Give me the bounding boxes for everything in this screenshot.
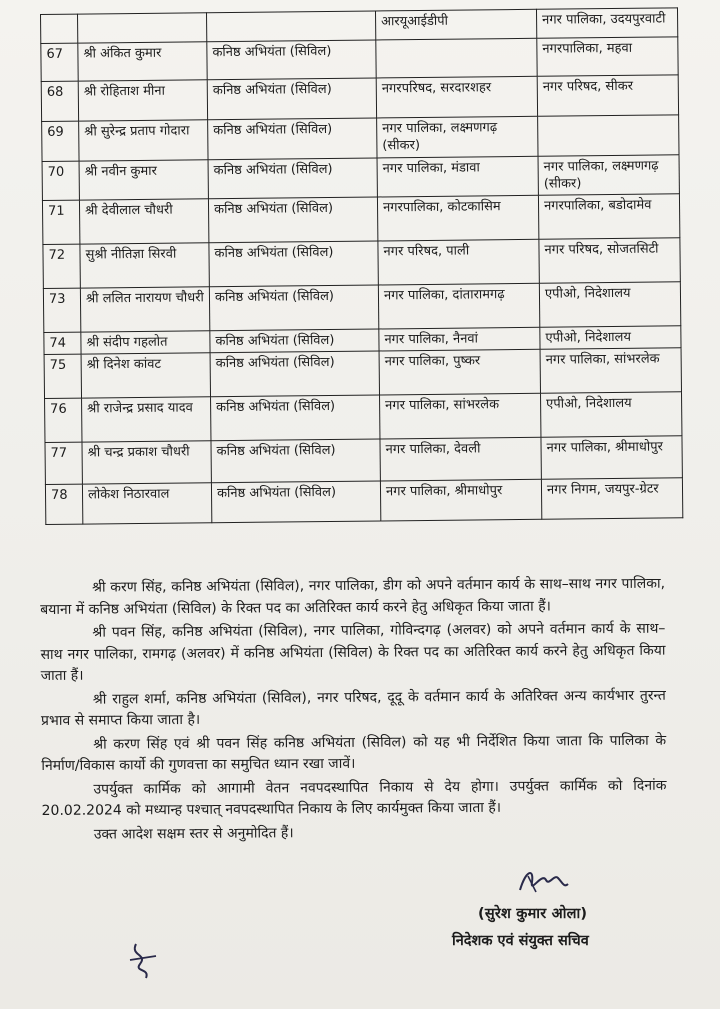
cell-no: 68: [41, 81, 78, 121]
cell-from: नगर पालिका, सांभरलेक: [380, 393, 541, 439]
cell-no: 77: [45, 442, 82, 484]
cell-from: नगर पालिका, मंडावा: [377, 156, 538, 197]
cell-to: नगर पालिका, श्रीमाधोपुर: [541, 436, 682, 479]
cell-post: कनिष्ठ अभियंता (सिविल): [209, 241, 378, 287]
cell-to: नगर पालिका, लक्ष्मणगढ़ (सीकर): [538, 155, 679, 195]
order-body: [40, 574, 667, 848]
paragraph-2: श्री पवन सिंह, कनिष्ठ अभियंता (सिविल), नगर पालिका, गोविन्दगढ़ (अलवर) को अपने वर्तमान कार्य के साथ–साथ नगर पालिका, रामगढ़ (अलवर) में कनिष्ठ अभियंता (सिविल) के रिक्त पद का अतिरिक्त कार्य करने हेतु अधिकृत किया जाता हैं।: [40, 620, 666, 684]
cell-post: कनिष्ठ अभियंता (सिविल): [208, 118, 377, 160]
table-row: [45, 478, 682, 525]
cell-name: श्री रोहिताश मीना: [78, 80, 207, 121]
table-row: [43, 238, 680, 289]
cell-name: [78, 13, 207, 43]
cell-from: नगर पालिका, दांतारामगढ़: [378, 283, 539, 329]
cell-from: नगर पालिका, देवली: [380, 437, 541, 481]
cell-no: 76: [45, 398, 82, 442]
signature-scribble-icon: [512, 862, 572, 902]
cell-from: नगर पालिका, श्रीमाधोपुर: [380, 479, 541, 521]
cell-name: श्री चन्द्र प्रकाश चौधरी: [82, 441, 211, 484]
cell-name: श्री दिनेश कांवट: [81, 353, 210, 398]
table-row: [45, 392, 682, 443]
cell-name: श्री ललित नारायण चौधरी: [80, 287, 209, 332]
cell-to: [538, 115, 679, 156]
cell-name: श्री अंकित कुमार: [78, 42, 207, 81]
cell-no: 73: [43, 288, 80, 332]
table-row: [42, 115, 679, 162]
cell-name: श्री संदीप गहलोत: [81, 331, 210, 354]
cell-from: आरयूआईडीपी: [375, 9, 536, 40]
cell-no: 70: [42, 161, 79, 200]
table-row: [45, 436, 682, 485]
cell-to: नगर परिषद, सोजतसिटी: [539, 238, 680, 283]
signatory-name: (सुरेश कुमार ओला): [478, 906, 588, 922]
initial-scribble-icon: [126, 938, 162, 982]
cell-no: 67: [41, 43, 78, 81]
cell-from: [376, 38, 537, 78]
cell-to: नगरपालिका, महवा: [537, 37, 678, 76]
cell-post: [206, 11, 375, 42]
signatory-title: निदेशक एवं संयुक्त सचिव: [452, 933, 589, 949]
cell-to: एपीओ, निदेशालय: [540, 392, 681, 437]
cell-from: नगर पालिका, पुष्कर: [379, 349, 540, 395]
cell-name: श्री राजेन्द्र प्रसाद यादव: [82, 397, 211, 442]
cell-post: कनिष्ठ अभियंता (सिविल): [211, 439, 380, 483]
cell-name: श्री सुरेन्द्र प्रताप गोदारा: [79, 120, 208, 161]
cell-post: कनिष्ठ अभियंता (सिविल): [207, 78, 376, 120]
cell-post: कनिष्ठ अभियंता (सिविल): [210, 351, 379, 397]
cell-post: कनिष्ठ अभियंता (सिविल): [209, 285, 378, 331]
cell-name: लोकेश निठारवाल: [82, 483, 211, 524]
table-row: [42, 194, 679, 245]
paragraph-5: उपर्युक्त कार्मिक को आगामी वेतन नवपदस्थापित निकाय से देय होगा। उपर्युक्त कार्मिक को दिनांक 20.02.2024 को मध्यान्ह पश्चात् नवपदस्थापित निकाय के लिए कार्यमुक्त किया जाता हैं।: [41, 777, 667, 819]
cell-no: [41, 14, 78, 43]
cell-no: 69: [42, 121, 79, 161]
cell-no: 74: [44, 332, 81, 354]
paragraph-4: श्री करण सिंह एवं श्री पवन सिंह कनिष्ठ अभियंता (सिविल) को यह भी निर्देशित किया जाता कि पालिका के निर्माण/विकास कार्यो की गुणवत्ता का समुचित ध्यान रखा जावें।: [41, 732, 667, 774]
cell-no: 71: [42, 200, 79, 244]
cell-post: कनिष्ठ अभियंता (सिविल): [208, 197, 377, 243]
cell-name: श्री देवीलाल चौधरी: [79, 199, 208, 244]
cell-to: नगर पालिका, सांभरलेक: [540, 348, 681, 393]
cell-from: नगरपरिषद, सरदारशहर: [376, 76, 537, 118]
cell-from: नगर परिषद, पाली: [378, 239, 539, 285]
paragraph-6: उक्त आदेश सक्षम स्तर से अनुमोदित हैं।: [93, 824, 294, 843]
cell-name: श्री नवीन कुमार: [79, 160, 208, 200]
cell-name: सुश्री नीतिज्ञा सिरवी: [80, 243, 209, 288]
table-row: [41, 75, 678, 122]
cell-to: नगरपालिका, बडोदामेव: [538, 194, 679, 239]
table-row: [41, 37, 678, 82]
table-row: [42, 155, 679, 201]
cell-no: 78: [45, 484, 82, 524]
transfer-table: [40, 7, 683, 525]
cell-to: एपीओ, निदेशालय: [540, 326, 681, 349]
cell-to: नगर परिषद, सीकर: [537, 75, 678, 116]
cell-post: कनिष्ठ अभियंता (सिविल): [208, 158, 377, 199]
cell-from: नगर पालिका, लक्ष्मणगढ़ (सीकर): [377, 116, 538, 158]
cell-post: कनिष्ठ अभियंता (सिविल): [210, 329, 379, 353]
cell-from: नगरपालिका, कोटकासिम: [377, 195, 538, 241]
paragraph-1: श्री करण सिंह, कनिष्ठ अभियंता (सिविल), नगर पालिका, डीग को अपने वर्तमान कार्य के साथ–साथ नगर पालिका, बयाना में कनिष्ठ अभियंता (सिविल) के रिक्त पद का अतिरिक्त कार्य करने हेतु अधिकृत किया जाता हैं।: [40, 575, 666, 618]
cell-to: नगर पालिका, उदयपुरवाटी: [536, 8, 677, 38]
cell-post: कनिष्ठ अभियंता (सिविल): [207, 40, 376, 80]
cell-to: नगर निगम, जयपुर-ग्रेटर: [541, 478, 682, 519]
cell-post: कनिष्ठ अभियंता (सिविल): [211, 395, 380, 441]
cell-to: एपीओ, निदेशालय: [539, 282, 680, 327]
cell-from: नगर पालिका, नैनवां: [379, 327, 540, 351]
table-row: [44, 348, 681, 399]
cell-post: कनिष्ठ अभियंता (सिविल): [211, 481, 380, 523]
cell-no: 72: [43, 244, 80, 288]
cell-no: 75: [44, 354, 81, 398]
paragraph-3: श्री राहुल शर्मा, कनिष्ठ अभियंता (सिविल), नगर परिषद, दूदू के वर्तमान कार्य के अतिरिक्त अन्य कार्यभार तुरन्त प्रभाव से समाप्त किया जाता है।: [40, 687, 666, 729]
table-row: [43, 282, 680, 333]
